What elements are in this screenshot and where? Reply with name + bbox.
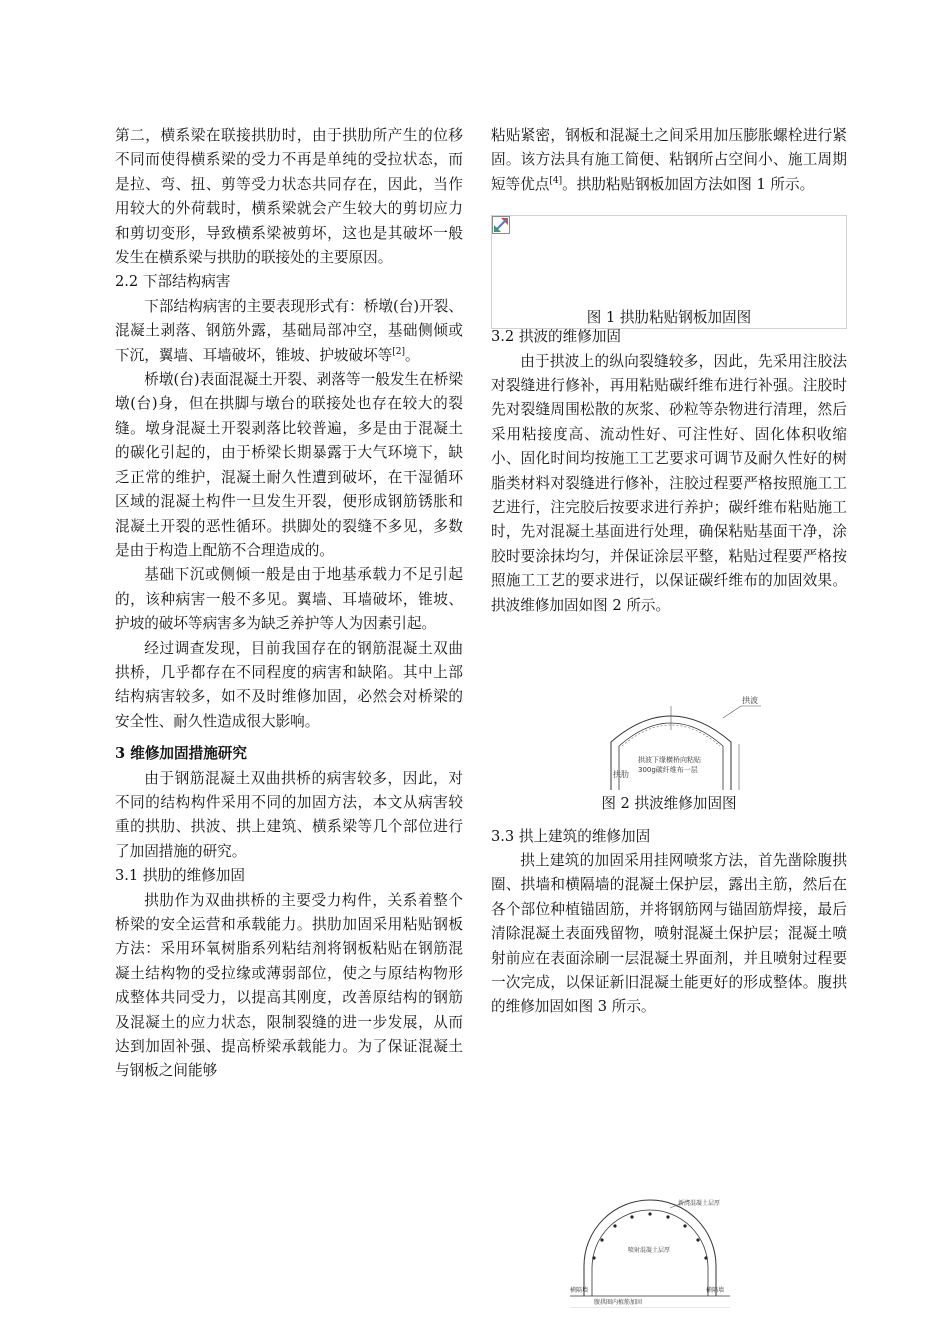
figure-2-note: 拱波下缘横桥向粘贴 [638, 756, 701, 765]
citation: [4] [549, 175, 563, 186]
paragraph: 桥墩(台)表面混凝土开裂、剥落等一般发生在桥梁墩(台)身，但在拱脚与墩台的联接处也存在较大的裂缝。墩身混凝土开裂剥落比较普遍，多是由于混凝土的碳化引起的，由于桥梁长期暴露于大气环境下，缺乏正常的维护，混凝土耐久性遭到破坏，在干湿循环区域的混凝土构件一旦发生开裂，便形成钢筋锈胀和混凝土开裂的恶性循环。拱脚处的裂缝不多见，多数是由于构造上配筋不合理造成的。 [115, 371, 463, 559]
paragraph: 粘贴紧密，钢板和混凝土之间采用加压膨胀螺栓进行紧固。该方法具有施工简便、粘钢所占空间小、施工周期短等优点[4]。拱肋粘贴钢板加固方法如图 1 所示。 [491, 127, 847, 193]
figure-2-label: 拱波 [742, 696, 758, 706]
arch-wave-diagram [491, 672, 847, 792]
section-heading-2-2: 2.2 下部结构病害 [115, 273, 231, 291]
broken-image-icon [492, 216, 510, 234]
figure-1-placeholder [491, 215, 847, 329]
figure-3-label: 新浇混凝土层厚 [678, 1200, 721, 1207]
paragraph: 经过调查发现，目前我国存在的钢筋混凝土双曲拱桥，几乎都存在不同程度的病害和缺陷。其中上部结构病害较多，如不及时维修加固，必然会对桥梁的安全性、耐久性造成很大影响。 [115, 639, 463, 730]
paragraph: 由于拱波上的纵向裂缝较多，因此，先采用注胶法对裂缝进行修补，再用粘贴碳纤维布进行补强。注胶时先对裂缝周围松散的灰浆、砂粒等杂物进行清理，然后采用粘接度高、流动性好、可注性好、固化体积收缩小、固化时间均按施工工艺要求可调节及耐久性好的树脂类材料对裂缝进行修补，注胶过程要严格按照施工工艺进行，注完胶后按要求进行养护；碳纤维布粘贴施工时，先对混凝土基面进行处理，确保粘贴基面干净，涂胶时要涂抹均匀，并保证涂层平整，粘贴过程要严格按照施工工艺的要求进行，以保证碳纤维布的加固效果。拱波维修加固如图 2 所示。 [491, 352, 847, 614]
paragraph: 下部结构病害的主要表现形式有：桥墩(台)开裂、混凝土剥落、钢筋外露，基础局部冲空，基础侧倾或下沉，翼墙、耳墙破坏，锥坡、护坡破坏等[2]。 [115, 297, 463, 364]
left-column [115, 124, 463, 1084]
section-heading-3: 3 维修加固措施研究 [115, 745, 247, 763]
section-heading-3-3: 3.3 拱上建筑的维修加固 [491, 827, 651, 845]
paragraph: 拱上建筑的加固采用挂网喷浆方法，首先凿除腹拱圈、拱墙和横隔墙的混凝土保护层，露出主筋，然后在各个部位种植锚固筋，并将钢筋网与锚固筋焊接，最后清除混凝土表面残留物，喷射混凝土保护层；混凝土喷射前应在表面涂刷一层混凝土界面剂，并且喷射过程要一次完成，以保证新旧混凝土能更好的形成整体。腹拱的维修加固如图 3 所示。 [491, 851, 847, 1016]
figure-2-label: 拱肋 [613, 770, 629, 780]
paragraph: 基础下沉或侧倾一般是由于地基承载力不足引起的，该种病害一般不多见。翼墙、耳墙破坏，锥坡、护坡的破坏等病害多为缺乏养护等人为因素引起。 [115, 566, 463, 633]
section-heading-3-2: 3.2 拱波的维修加固 [491, 328, 622, 346]
web-arch-diagram [570, 1196, 730, 1308]
figure-3-label: 横隔墙 [706, 1287, 725, 1294]
citation: [2] [392, 346, 406, 357]
figure-3-label: 腹拱圈内植筋加固 [594, 1299, 643, 1306]
paragraph: 第二，横系梁在联接拱肋时，由于拱肋所产生的位移不同而使得横系梁的受力不再是单纯的受拉状态，而是拉、弯、扭、剪等受力状态共同存在，因此，当作用较大的外荷载时，横系梁就会产生较大的剪切应力和剪切变形，导致横系梁被剪坏，这也是其破坏一般发生在横系梁与拱肋的联接处的主要原因。 [115, 127, 463, 267]
figure-3 [570, 1196, 730, 1308]
section-heading-3-1: 3.1 拱肋的维修加固 [115, 867, 246, 885]
figure-3-label: 喷射混凝土层厚 [628, 1247, 671, 1254]
figure-3-label: 横隔墙 [570, 1287, 589, 1294]
figure-1-caption: 图 1 拱肋粘贴钢板加固图 [586, 309, 752, 327]
figure-2-note: 300g碳纤维布一层 [638, 766, 698, 775]
paragraph: 由于钢筋混凝土双曲拱桥的病害较多，因此，对不同的结构构件采用不同的加固方法，本文从病害较重的拱肋、拱波、拱上建筑、横系梁等几个部位进行了加固措施的研究。 [115, 769, 463, 860]
right-column [491, 124, 847, 1020]
figure-2 [491, 672, 847, 792]
paragraph: 拱肋作为双曲拱桥的主要受力构件，关系着整个桥梁的安全运营和承载能力。拱肋加固采用粘贴钢板方法：采用环氧树脂系列粘结剂将钢板粘贴在钢筋混凝土结构物的受拉缘或薄弱部位，使之与原结构物形成整体共同受力，以提高其刚度，改善原结构的钢筋及混凝土的应力状态，限制裂缝的进一步发展，从而达到加固补强、提高桥梁承载能力。为了保证混凝土与钢板之间能够 [115, 891, 463, 1080]
figure-2-caption: 图 2 拱波维修加固图 [601, 795, 737, 813]
